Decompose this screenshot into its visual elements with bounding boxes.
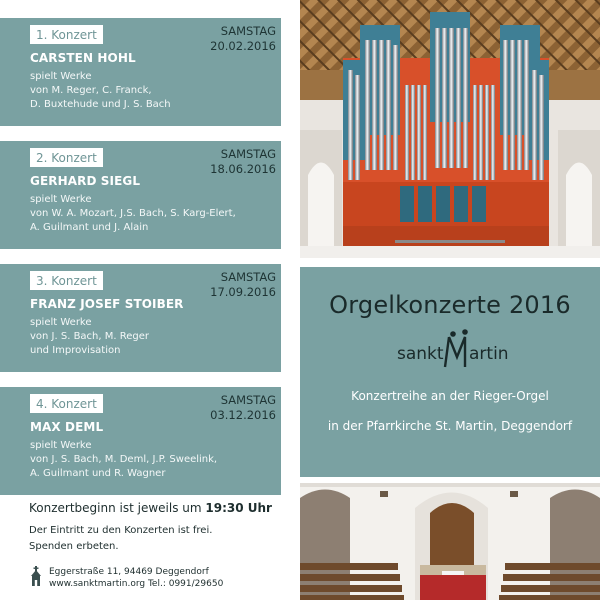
works-line: A. Guilmant und J. Alain: [30, 222, 149, 233]
concert-date: [210, 393, 276, 423]
info-subtitle-series: Konzertreihe an der Rieger-Orgel: [351, 389, 549, 403]
concert-card-2: [0, 141, 281, 249]
concert-date-value: 18.06.2016: [210, 162, 276, 176]
sankt-martin-logo: [395, 329, 535, 371]
concert-weekday: SAMSTAG: [220, 147, 276, 161]
donation-note: Spenden erbeten.: [29, 541, 119, 552]
works-line: D. Buxtehude und J. S. Bach: [30, 99, 171, 110]
address-street: Eggerstraße 11, 94469 Deggendorf: [49, 567, 209, 577]
concert-performer: CARSTEN HOHL: [30, 51, 136, 65]
concert-date: [210, 147, 276, 177]
address-web-phone: www.sanktmartin.org Tel.: 0991/29650: [49, 579, 224, 589]
concert-works: [30, 70, 171, 112]
concert-works: [30, 439, 217, 481]
concert-date-value: 20.02.2016: [210, 39, 276, 53]
admission-note: [29, 523, 212, 555]
works-line: von M. Reger, C. Franck,: [30, 85, 152, 96]
info-subtitle-location: in der Pfarrkirche St. Martin, Deggendorf: [327, 419, 573, 433]
works-line: von J. S. Bach, M. Reger: [30, 331, 149, 342]
works-line: spielt Werke: [30, 194, 92, 205]
concert-weekday: SAMSTAG: [220, 393, 276, 407]
concert-badge: 1. Konzert: [30, 25, 103, 44]
organ-photo: [300, 0, 600, 258]
works-line: von W. A. Mozart, J.S. Bach, S. Karg-Elert,: [30, 208, 236, 219]
works-line: von J. S. Bach, M. Deml, J.P. Sweelink,: [30, 454, 218, 465]
info-box: [300, 267, 600, 477]
start-prefix: Konzertbeginn ist jeweils um: [29, 501, 206, 515]
works-line: spielt Werke: [30, 317, 92, 328]
concert-weekday: SAMSTAG: [220, 24, 276, 38]
concert-card-1: [0, 18, 281, 126]
concert-badge: 2. Konzert: [30, 148, 103, 167]
concert-works: [30, 193, 236, 235]
poster-title: Orgelkonzerte 2016: [329, 291, 571, 319]
svg-text:artin: artin: [469, 344, 509, 364]
organ-illustration: [300, 0, 600, 258]
concert-works: [30, 316, 149, 358]
concert-performer: GERHARD SIEGL: [30, 174, 141, 188]
works-line: spielt Werke: [30, 71, 92, 82]
concert-date-value: 03.12.2016: [210, 408, 276, 422]
concert-start-time: [29, 501, 272, 515]
poster-right: [300, 0, 600, 600]
svg-text:sankt: sankt: [397, 344, 444, 364]
concert-performer: FRANZ JOSEF STOIBER: [30, 297, 184, 311]
admission-free: Der Eintritt zu den Konzerten ist frei.: [29, 525, 213, 536]
works-line: A. Guilmant und R. Wagner: [30, 468, 166, 479]
concert-badge: 3. Konzert: [30, 271, 103, 290]
concert-date: [210, 270, 276, 300]
start-time: 19:30 Uhr: [205, 501, 272, 515]
works-line: und Improvisation: [30, 345, 121, 356]
church-interior-photo: [300, 483, 600, 600]
concert-badge: 4. Konzert: [30, 394, 103, 413]
church-icon: [29, 566, 43, 586]
concert-list: [0, 0, 281, 600]
church-interior-illustration: [300, 483, 600, 600]
concert-performer: MAX DEML: [30, 420, 104, 434]
concert-date: [210, 24, 276, 54]
concert-date-value: 17.09.2016: [210, 285, 276, 299]
concert-weekday: SAMSTAG: [220, 270, 276, 284]
concert-card-3: [0, 264, 281, 372]
contact-address: [49, 566, 223, 590]
works-line: spielt Werke: [30, 440, 92, 451]
concert-card-4: [0, 387, 281, 495]
